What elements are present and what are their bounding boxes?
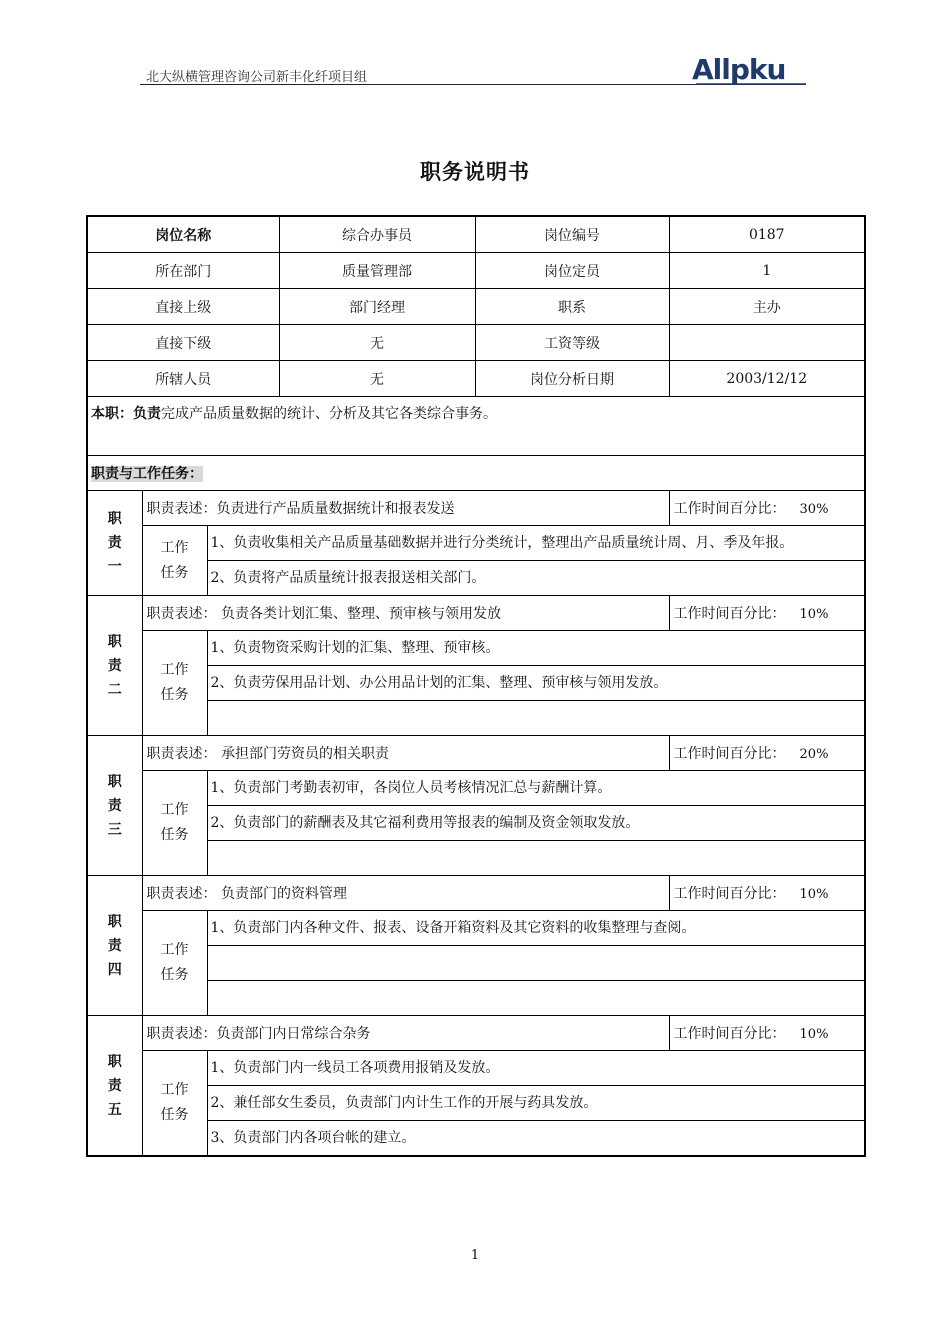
task-item: 3、负责部门内各项台帐的建立。	[207, 1121, 865, 1157]
pct-value: 10%	[799, 887, 829, 902]
info-value: 无	[279, 325, 475, 361]
task-item	[207, 981, 865, 1016]
duty-time-percentage	[669, 491, 865, 526]
pct-value: 20%	[799, 747, 829, 762]
info-value: 无	[279, 361, 475, 397]
task-row	[87, 631, 865, 666]
summary-text: 完成产品质量数据的统计、分析及其它各类综合事务。	[161, 406, 497, 422]
duty-label-char: 责	[107, 937, 122, 954]
duty-time-percentage	[669, 1016, 865, 1051]
task-label-line: 工作	[160, 539, 189, 556]
task-label-line: 任务	[160, 1107, 189, 1123]
info-label: 所辖人员	[87, 361, 279, 397]
duty-label-char: 职	[107, 1053, 122, 1070]
task-item: 2、负责将产品质量统计报表报送相关部门。	[207, 561, 865, 596]
duty-description: 职责表述：负责部门内日常综合杂务	[142, 1016, 669, 1051]
duty-time-percentage	[669, 596, 865, 631]
info-value: 部门经理	[279, 289, 475, 325]
duty-label-char: 职	[107, 511, 122, 527]
duty-label-char: 职	[107, 633, 122, 650]
pct-value: 10%	[799, 607, 829, 622]
info-label: 职系	[475, 289, 669, 325]
pct-label: 工作时间百分比：	[673, 746, 786, 762]
task-row	[87, 526, 865, 561]
duties-heading: 职责与工作任务：	[91, 466, 203, 482]
duty-desc-row	[87, 1016, 865, 1051]
duty-label-char: 责	[107, 535, 122, 551]
summary-lead: 负责	[133, 406, 161, 422]
task-label	[142, 771, 207, 876]
duty-label-char: 职	[107, 913, 122, 930]
task-label-line: 工作	[160, 942, 189, 958]
info-label: 岗位分析日期	[475, 361, 669, 397]
task-label-line: 工作	[160, 802, 189, 818]
duty-desc-row	[87, 491, 865, 526]
job-description-table	[86, 215, 866, 1157]
duty-time-percentage	[669, 876, 865, 911]
info-value: 2003/12/12	[669, 361, 865, 397]
task-item: 1、负责部门内各种文件、报表、设备开箱资料及其它资料的收集整理与查阅。	[207, 911, 865, 946]
duties-heading-cell	[87, 456, 865, 491]
duty-description: 职责表述： 负责各类计划汇集、整理、预审核与领用发放	[142, 596, 669, 631]
task-label-line: 工作	[160, 662, 189, 678]
task-item: 2、负责部门的薪酬表及其它福利费用等报表的编制及资金领取发放。	[207, 806, 865, 841]
task-item	[207, 841, 865, 876]
duty-label-char: 三	[107, 821, 122, 838]
pct-label: 工作时间百分比：	[673, 1026, 786, 1042]
task-label	[142, 1051, 207, 1157]
task-label	[142, 526, 207, 596]
task-item: 1、负责部门考勤表初审，各岗位人员考核情况汇总与薪酬计算。	[207, 771, 865, 806]
info-label: 工资等级	[475, 325, 669, 361]
pct-value: 30%	[799, 502, 829, 517]
pct-value: 10%	[799, 1027, 829, 1042]
duty-label-char: 二	[107, 681, 122, 698]
info-row	[87, 289, 865, 325]
task-label-line: 任务	[160, 827, 189, 843]
duty-label	[87, 596, 142, 736]
info-label: 岗位名称	[87, 216, 279, 253]
task-item	[207, 701, 865, 736]
info-row	[87, 216, 865, 253]
duty-desc-row	[87, 596, 865, 631]
document-title: 职务说明书	[420, 160, 530, 184]
pct-label: 工作时间百分比：	[673, 501, 786, 517]
info-value: 主办	[669, 289, 865, 325]
company-logo	[692, 52, 808, 86]
task-item	[207, 946, 865, 981]
task-label	[142, 631, 207, 736]
header-company-name: 北大纵横管理咨询公司新丰化纤项目组	[146, 70, 368, 85]
task-row	[87, 1051, 865, 1086]
duties-heading-row	[87, 456, 865, 491]
duty-label-char: 五	[107, 1101, 122, 1118]
duty-label	[87, 736, 142, 876]
summary-label: 本职：	[91, 406, 133, 422]
task-label-line: 任务	[160, 967, 189, 983]
info-row	[87, 253, 865, 289]
summary-row	[87, 397, 865, 456]
info-value: 质量管理部	[279, 253, 475, 289]
summary-cell	[87, 397, 865, 456]
duty-label-char: 一	[107, 559, 122, 575]
duty-label	[87, 1016, 142, 1157]
duty-description: 职责表述：负责进行产品质量数据统计和报表发送	[142, 491, 669, 526]
duty-label-char: 责	[107, 797, 122, 814]
pct-label: 工作时间百分比：	[673, 886, 786, 902]
info-value	[669, 325, 865, 361]
task-label	[142, 911, 207, 1016]
info-value: 综合办事员	[279, 216, 475, 253]
task-item: 2、兼任部女生委员，负责部门内计生工作的开展与药具发放。	[207, 1086, 865, 1121]
duty-desc-row	[87, 876, 865, 911]
task-item: 1、负责部门内一线员工各项费用报销及发放。	[207, 1051, 865, 1086]
info-value: 1	[669, 253, 865, 289]
task-item: 2、负责劳保用品计划、办公用品计划的汇集、整理、预审核与领用发放。	[207, 666, 865, 701]
duty-desc-row	[87, 736, 865, 771]
page-number: 1	[470, 1248, 480, 1263]
logo-text: Allpku	[692, 53, 786, 86]
task-item: 1、负责收集相关产品质量基础数据并进行分类统计，整理出产品质量统计周、月、季及年报。	[207, 526, 865, 561]
duty-time-percentage	[669, 736, 865, 771]
info-label: 所在部门	[87, 253, 279, 289]
duty-label-char: 责	[107, 1077, 122, 1094]
task-row	[87, 911, 865, 946]
task-label-line: 任务	[160, 564, 189, 581]
info-label: 岗位定员	[475, 253, 669, 289]
task-label-line: 工作	[160, 1082, 189, 1098]
info-value: 0187	[669, 216, 865, 253]
duty-label-char: 责	[107, 657, 122, 674]
duty-label-char: 四	[107, 961, 122, 978]
duty-description: 职责表述： 负责部门的资料管理	[142, 876, 669, 911]
info-label: 直接上级	[87, 289, 279, 325]
task-item: 1、负责物资采购计划的汇集、整理、预审核。	[207, 631, 865, 666]
pct-label: 工作时间百分比：	[673, 606, 786, 622]
info-label: 岗位编号	[475, 216, 669, 253]
info-label: 直接下级	[87, 325, 279, 361]
task-row	[87, 771, 865, 806]
task-label-line: 任务	[160, 687, 189, 703]
info-row	[87, 361, 865, 397]
duty-description: 职责表述： 承担部门劳资员的相关职责	[142, 736, 669, 771]
duty-label-char: 职	[107, 773, 122, 790]
duty-label	[87, 491, 142, 596]
info-row	[87, 325, 865, 361]
duty-label	[87, 876, 142, 1016]
